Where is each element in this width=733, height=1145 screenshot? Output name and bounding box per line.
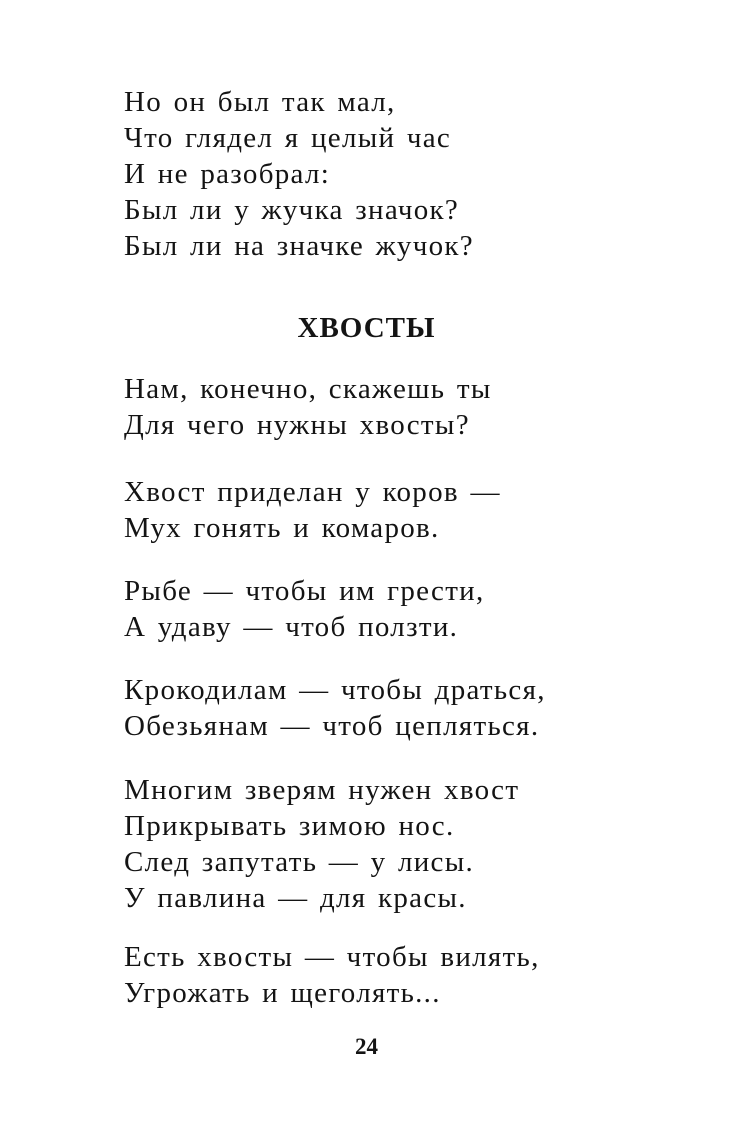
poem-stanza-3 (124, 573, 485, 645)
poem-line: И не разобрал: (124, 158, 331, 190)
poem-line: У павлина — для красы. (124, 882, 467, 914)
poem-line: Для чего нужны хвосты? (124, 409, 470, 441)
page-number: 24 (355, 1034, 378, 1059)
poem-line: Был ли у жучка значок? (124, 194, 460, 226)
poem-line: Рыбе — чтобы им грести, (124, 575, 485, 607)
poem-line: Но он был так мал, (124, 86, 396, 118)
poem-line: След запутать — у лисы. (124, 846, 475, 878)
poem-stanza-2 (124, 474, 501, 546)
poem-line: Многим зверям нужен хвост (124, 774, 520, 806)
poem-stanza-5 (124, 772, 519, 916)
poem-line: Был ли на значке жучок? (124, 230, 474, 262)
poem-line: Обезьянам — чтоб цепляться. (124, 710, 540, 742)
poem-line: А удаву — чтоб ползти. (124, 611, 459, 643)
poem-line: Что глядел я целый час (124, 122, 452, 154)
poem-stanza-1 (124, 371, 492, 443)
poem-stanza-6 (124, 939, 540, 1011)
poem-stanza-4 (124, 672, 546, 744)
poem-line: Хвост приделан у коров — (124, 476, 501, 508)
poem-line: Есть хвосты — чтобы вилять, (124, 941, 540, 973)
poem-line: Прикрывать зимою нос. (124, 810, 455, 842)
poem-line: Крокодилам — чтобы драться, (124, 674, 546, 706)
intro-stanza (124, 84, 474, 264)
poem-line: Угрожать и щеголять... (124, 977, 441, 1009)
poem-title: ХВОСТЫ (297, 312, 436, 344)
poem-line: Мух гонять и комаров. (124, 512, 440, 544)
poem-line: Нам, конечно, скажешь ты (124, 373, 492, 405)
